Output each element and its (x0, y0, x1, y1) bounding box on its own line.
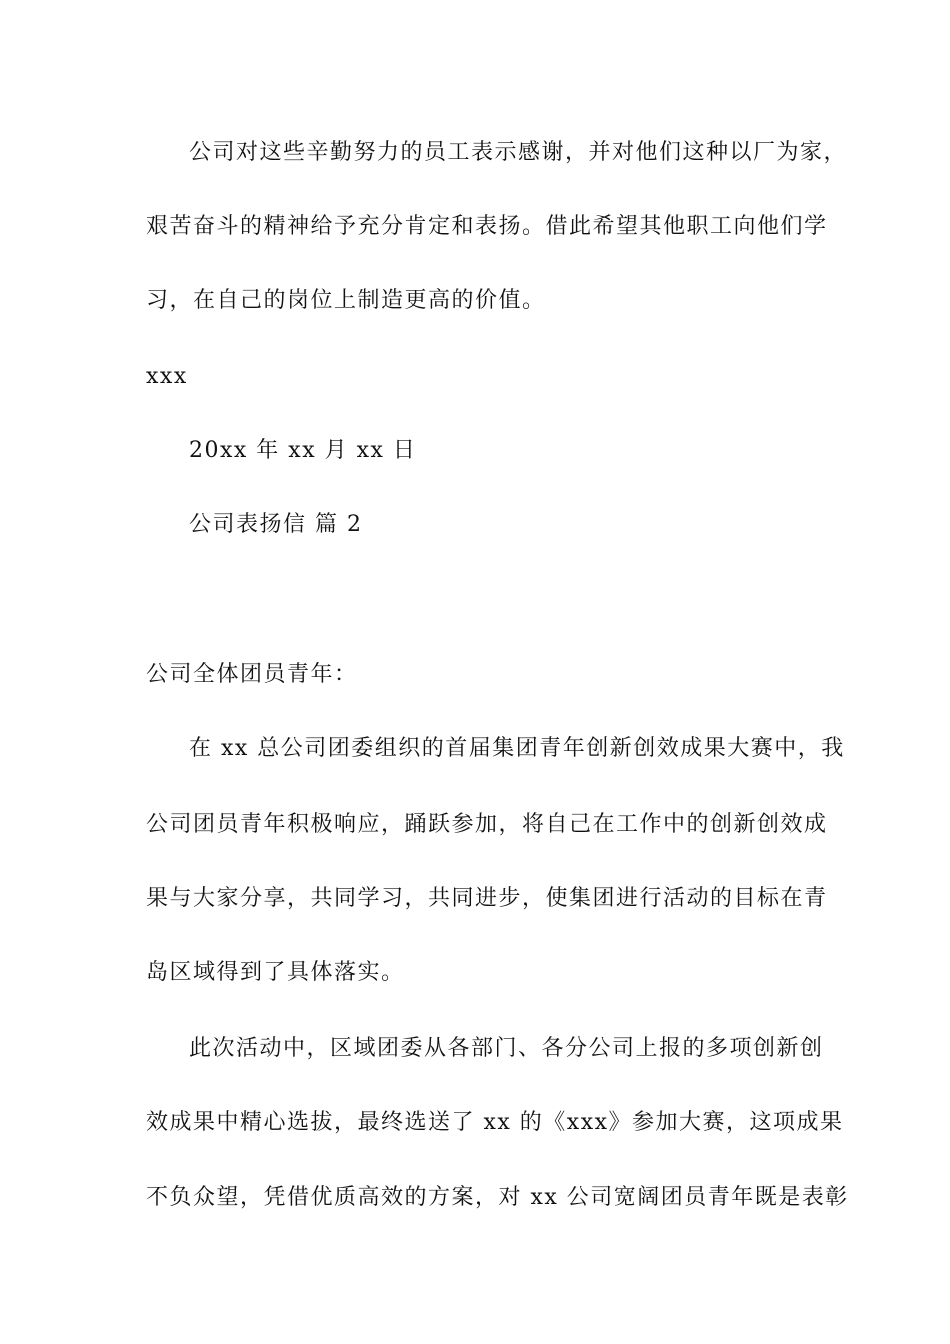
paragraph-line: 艰苦奋斗的精神给予充分肯定和表扬。借此希望其他职工向他们学 (146, 214, 828, 239)
paragraph-line: 公司团员青年积极响应，踊跃参加，将自己在工作中的创新创效成 (146, 812, 828, 837)
paragraph-line: 不负众望，凭借优质高效的方案，对 xx 公司宽阔团员青年既是表彰 (146, 1185, 849, 1210)
paragraph-line: 果与大家分享，共同学习，共同进步，使集团进行活动的目标在青 (146, 886, 828, 911)
salutation: 公司全体团员青年： (146, 662, 358, 687)
paragraph-line: 习，在自己的岗位上制造更高的价值。 (146, 288, 546, 313)
signature-name: xxx (146, 364, 188, 389)
paragraph-line: 此次活动中，区域团委从各部门、各分公司上报的多项创新创 (189, 1036, 824, 1061)
signature-date: 20xx 年 xx 月 xx 日 (189, 438, 417, 463)
paragraph-line: 岛区域得到了具体落实。 (146, 960, 405, 985)
paragraph-line: 效成果中精心选拔，最终选送了 xx 的《xxx》参加大赛，这项成果 (146, 1110, 844, 1135)
section-heading: 公司表扬信 篇 2 (189, 512, 363, 537)
paragraph-line: 在 xx 总公司团委组织的首届集团青年创新创效成果大赛中，我 (189, 736, 845, 761)
paragraph-line: 公司对这些辛勤努力的员工表示感谢，并对他们这种以厂为家， (189, 140, 848, 165)
